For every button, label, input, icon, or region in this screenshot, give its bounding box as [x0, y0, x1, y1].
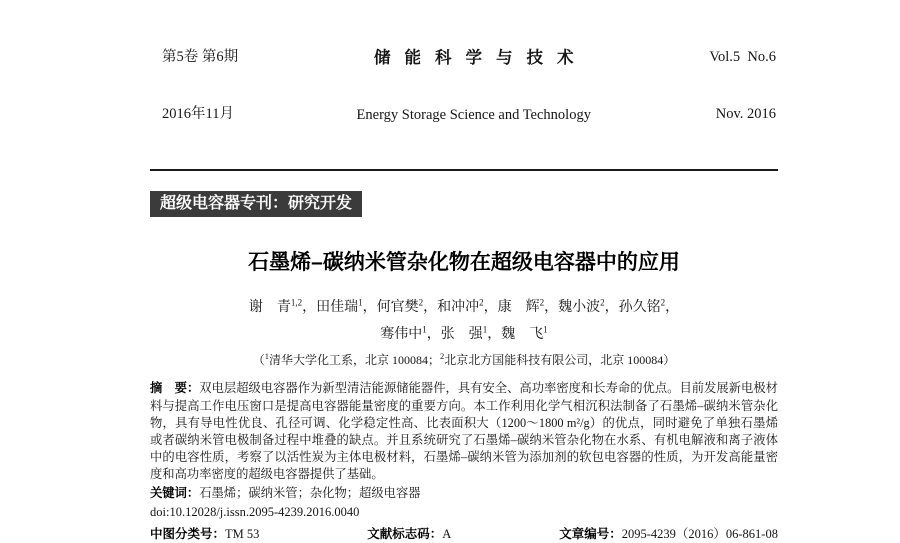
document-code-label: 文献标志码：: [367, 526, 443, 541]
author: 谢 青$^{1,2}$，: [248, 297, 317, 315]
keywords-text: 石墨烯；碳纳米管；杂化物；超级电容器: [199, 485, 421, 500]
doi-line: doi:10.12028/j.issn.2095-4239.2016.0040: [150, 504, 360, 519]
journal-header: [150, 8, 778, 171]
authors-line-2: [150, 319, 778, 347]
abstract-text: 双电层超级电容器作为新型清洁能源储能器件，具有安全、高功率密度和长寿命的优点。目前发展新电极材料与提高工作电压窗口是提高电容器能量密度的重要方向。本工作利用化学气相沉积法制备了石墨烯–碳纳米管杂化物，具有导电性优良、孔径可调、化学稳定性高、比表面积大（1200～1800 m²/g）的优点，同时避免了单独石墨烯或者碳纳米管电极制备过程中堆叠的缺点。并且系统研究了石墨烯–碳纳米管杂化物在水系、有机电解液和离子液体中的电容性质，考察了以活性炭为主体电极材料，石墨烯–碳纳米管为添加剂的软包电容器的性质，为开发高能量密度和高功率密度的超级电容器提供了基础。: [150, 381, 778, 482]
volume-number-en: Vol.5 No.6: [709, 49, 776, 65]
author: 田佳瑞$^1$，: [316, 297, 377, 315]
article-number-value: 2095-4239（2016）06-861-08: [621, 526, 778, 541]
clc-value: TM 53: [225, 526, 260, 541]
issue-number-cn: 第5卷 第6期: [162, 49, 239, 65]
author: 魏小波$^2$，: [558, 297, 619, 315]
author: 骞伟中$^1$，: [380, 324, 441, 343]
document-code-value: A: [442, 526, 452, 541]
article-title: 石墨烯–碳纳米管杂化物在超级电容器中的应用: [248, 251, 680, 274]
article-number: [559, 526, 778, 543]
author: 和冲冲$^2$，: [437, 297, 498, 315]
keywords-line: [150, 485, 778, 502]
author: 张 强$^1$，: [440, 324, 502, 343]
affiliation-1: 清华大学化工系，北京 100084；: [268, 353, 440, 368]
affiliation-2: 北京北方国能科技有限公司，北京 100084: [444, 353, 664, 368]
issue-date-cn: 2016年11月: [162, 106, 234, 122]
affiliation-sup-2: 2: [440, 351, 445, 362]
document-code: [367, 526, 451, 543]
article-number-label: 文章编号：: [559, 526, 622, 541]
abstract-label: 摘 要：: [150, 381, 200, 396]
journal-page: [150, 0, 778, 543]
article-meta-row: [150, 526, 778, 543]
header-volume-block: [709, 10, 776, 162]
author: 康 辉$^2$，: [497, 297, 559, 315]
keywords-label: 关键词：: [150, 485, 200, 500]
clc-number: [150, 526, 259, 543]
author: 魏 飞$^1$: [501, 324, 548, 343]
clc-label: 中图分类号：: [150, 526, 226, 541]
journal-title-cn: 储能科学与技术: [374, 48, 588, 67]
journal-title-block: [238, 10, 709, 162]
author: 孙久铭$^2$，: [618, 297, 680, 315]
special-issue-badge: 超级电容器专刊：研究开发: [150, 191, 362, 217]
header-issue-block: [162, 10, 238, 162]
affiliation-line: （$^1$清华大学化工系，北京 100084；$^2$北京北方国能科技有限公司，北京 100084）: [252, 351, 676, 368]
issue-date-en: Nov. 2016: [715, 106, 776, 122]
affiliation-sup-1: 1: [264, 351, 269, 362]
author: 何官樊$^2$，: [376, 297, 438, 315]
journal-title-en: Energy Storage Science and Technology: [356, 107, 591, 123]
authors-line-1: [150, 291, 778, 319]
abstract-paragraph: [150, 380, 778, 483]
